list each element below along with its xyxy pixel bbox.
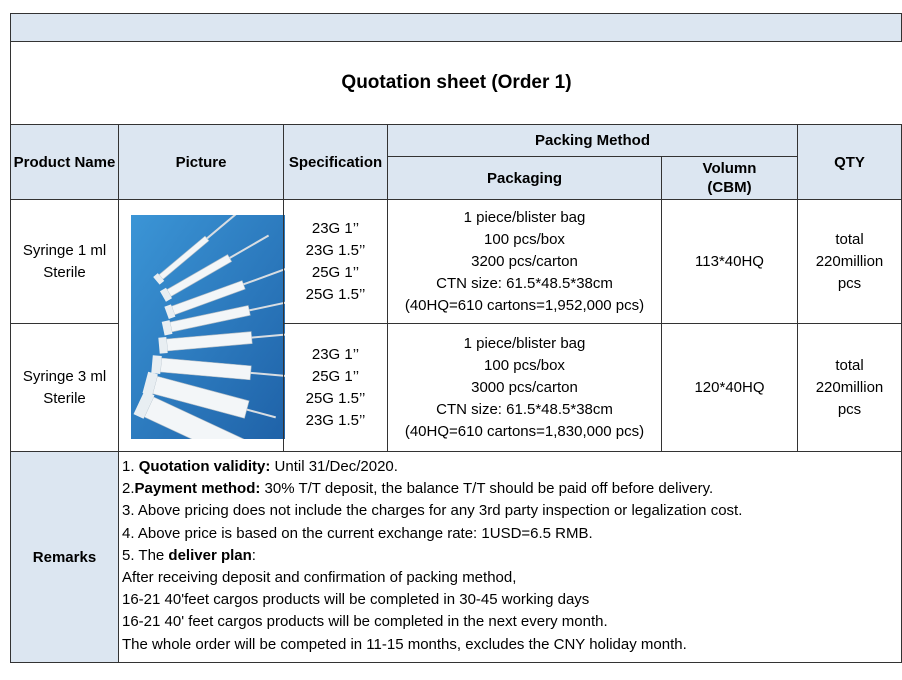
remark-text: : [251,546,256,564]
title-row [10,41,902,125]
row2-volumn: 120*40HQ [661,323,798,452]
remark-bold: Payment method: [134,480,261,498]
remark-text: 30% T/T deposit, the balance T/T should be paid off before delivery. [260,480,714,498]
row2-packaging-line: (40HQ=610 cartons=1,830,000 pcs) [404,422,645,440]
header-volumn [661,156,798,200]
header-volumn-line1: Volumn [702,160,757,177]
remark-item-4: 4. Above price is based on the current exchange rate: 1USD=6.5 RMB. [122,524,593,542]
remark-line-7: 16-21 40'feet cargos products will be completed in 30-45 working days [122,591,590,609]
row1-packaging-line: 100 pcs/box [484,230,565,248]
remark-prefix: 1. [122,458,139,475]
row1-spec: 25G 1.5’’ [305,285,366,303]
header-qty: QTY [797,124,902,200]
row1-volumn: 113*40HQ [661,199,798,324]
header-picture: Picture [118,124,284,200]
remark-item-5 [122,545,901,567]
row2-packaging-line: 1 piece/blister bag [463,334,586,352]
remark-bold: Quotation validity: [138,458,271,475]
row2-packaging-line: 100 pcs/box [484,356,565,374]
row1-qty-line: 220million [815,252,884,270]
row1-spec: 23G 1’’ [311,219,360,237]
row1-product-line2: Sterile [43,263,86,281]
row2-spec: 25G 1.5’’ [305,389,366,407]
row1-packaging-line: CTN size: 61.5*48.5*38cm [436,274,613,292]
row2-packaging [387,323,662,452]
remark-line-9: The whole order will be competed in 11-15 months, excludes the CNY holiday month. [122,635,687,653]
header-packing-method: Packing Method [387,124,798,157]
row1-specification [283,199,388,324]
row2-packaging-line: 3000 pcs/carton [471,378,578,396]
remark-line-6: After receiving deposit and confirmation of packing method, [122,569,517,587]
row2-product-line1: Syringe 3 ml [22,367,107,385]
row2-spec: 23G 1’’ [311,345,360,363]
remark-prefix: 2. [122,480,135,498]
row1-packaging-line: 3200 pcs/carton [471,252,578,270]
remark-text: Until 31/Dec/2020. [270,458,398,475]
remarks-label: Remarks [10,451,119,663]
remark-line-8: 16-21 40' feet cargos products will be completed in the next every month. [122,613,608,631]
row2-spec: 25G 1’’ [311,367,360,385]
row2-qty [797,323,902,452]
row1-product [10,199,119,324]
remark-bold: deliver plan [168,546,252,564]
row2-qty-line: pcs [837,400,862,418]
remark-item-2 [122,478,901,500]
remarks-list [118,451,902,663]
row2-product-line2: Sterile [43,389,86,407]
row1-spec: 23G 1.5’’ [305,241,366,259]
row2-qty-line: 220million [815,378,884,396]
row1-packaging-line: 1 piece/blister bag [463,208,586,226]
syringes-photo-icon [131,215,285,439]
row2-packaging-line: CTN size: 61.5*48.5*38cm [436,400,613,418]
row2-spec: 23G 1.5’’ [305,411,366,429]
row2-product [10,323,119,452]
row1-qty-line: total [835,230,864,248]
header-specification: Specification [283,124,388,200]
row1-packaging-line: (40HQ=610 cartons=1,952,000 pcs) [404,296,645,314]
row2-qty-line: total [835,356,864,374]
remark-item-3: 3. Above pricing does not include the charges for any 3rd party inspection or legalization cost. [122,502,743,520]
page-title: Quotation sheet (Order 1) [341,71,572,93]
row2-specification [283,323,388,452]
row1-qty-line: pcs [837,274,862,292]
header-packaging: Packaging [387,156,662,200]
header-product-name: Product Name [10,124,119,200]
top-band [10,13,902,42]
remark-prefix: 5. The [122,546,169,564]
row1-packaging [387,199,662,324]
row1-product-line1: Syringe 1 ml [22,241,107,259]
row1-spec: 25G 1’’ [311,263,360,281]
row1-qty [797,199,902,324]
remark-item-1 [122,456,901,478]
header-volumn-line2: (CBM) [707,179,752,196]
